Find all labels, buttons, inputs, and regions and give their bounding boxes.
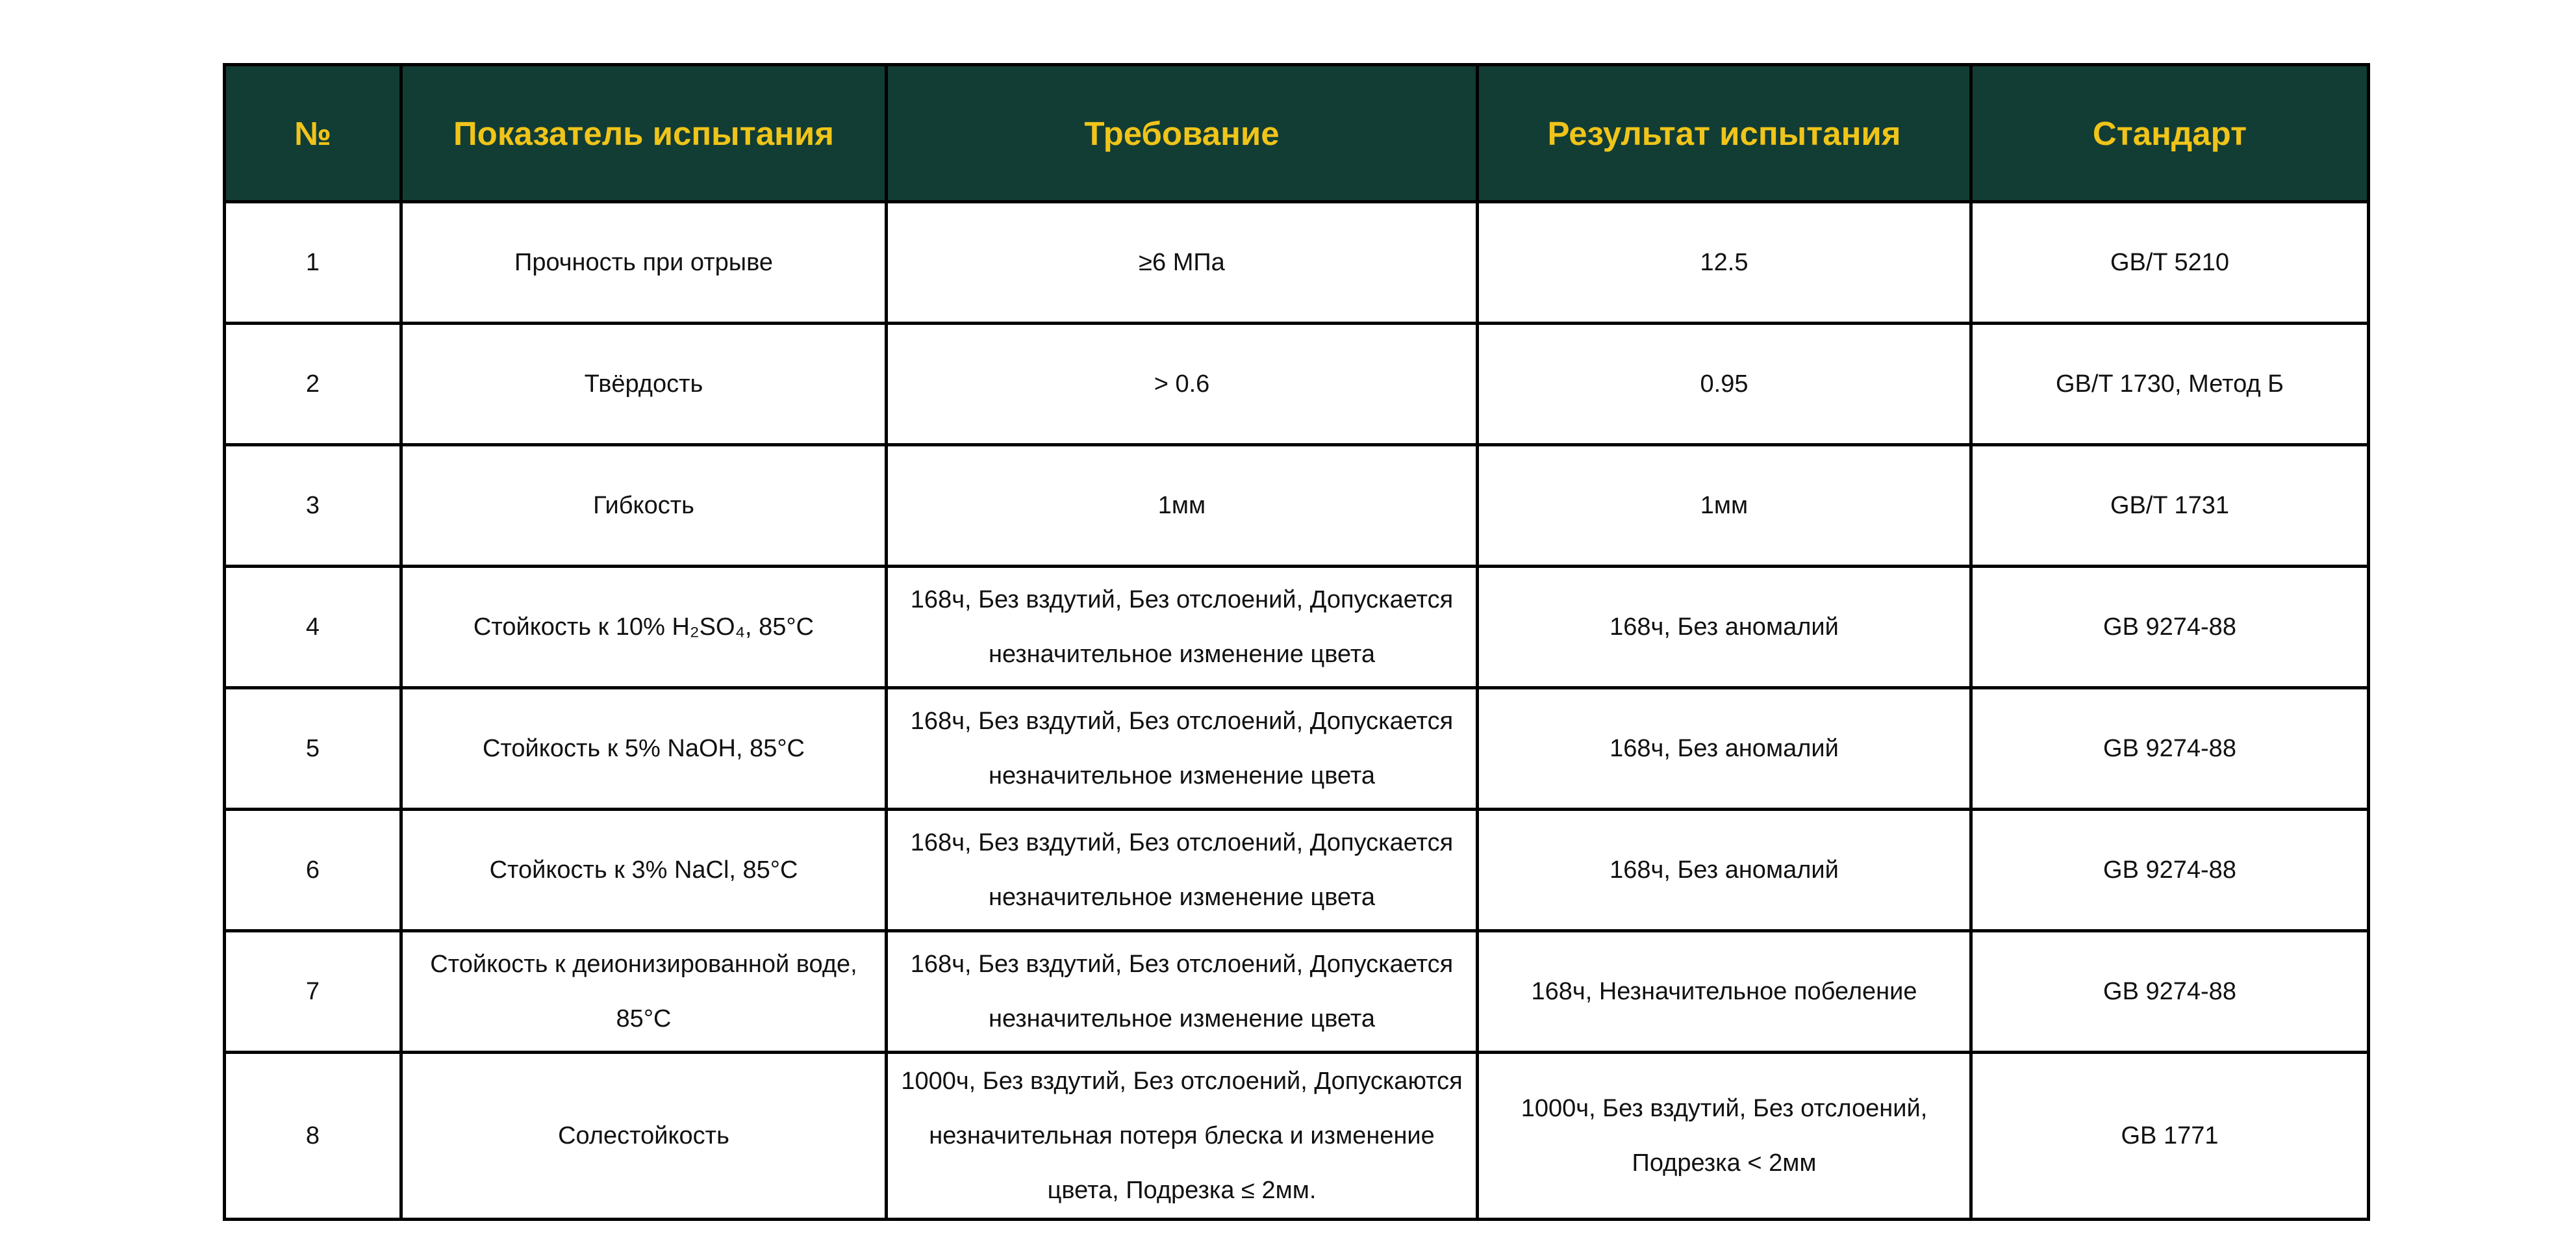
cell-result: 12.5 [1478, 202, 1971, 324]
cell-parameter: Прочность при отрыве [401, 202, 887, 324]
cell-result: 168ч, Без аномалий [1478, 810, 1971, 931]
cell-result: 168ч, Незначительное побеление [1478, 931, 1971, 1053]
cell-parameter: Стойкость к деионизированной воде, 85°C [401, 931, 887, 1053]
table-row [225, 810, 2369, 931]
cell-number: 1 [225, 202, 401, 324]
table-row [225, 445, 2369, 567]
cell-number: 5 [225, 688, 401, 810]
cell-number: 3 [225, 445, 401, 567]
cell-standard: GB 9274-88 [1971, 567, 2369, 688]
cell-standard: GB 9274-88 [1971, 810, 2369, 931]
cell-requirement: 168ч, Без вздутий, Без отслоений, Допускается незначительное изменение цвета [887, 810, 1478, 931]
table-row [225, 567, 2369, 688]
table-row [225, 324, 2369, 445]
cell-result: 1000ч, Без вздутий, Без отслоений, Подрезка < 2мм [1478, 1053, 1971, 1220]
cell-standard: GB 1771 [1971, 1053, 2369, 1220]
header-test-parameter: Показатель испытания [401, 65, 887, 202]
cell-number: 7 [225, 931, 401, 1053]
table-row [225, 688, 2369, 810]
cell-requirement: 168ч, Без вздутий, Без отслоений, Допускается незначительное изменение цвета [887, 567, 1478, 688]
cell-requirement: > 0.6 [887, 324, 1478, 445]
cell-requirement: 168ч, Без вздутий, Без отслоений, Допускается незначительное изменение цвета [887, 931, 1478, 1053]
cell-standard: GB/T 5210 [1971, 202, 2369, 324]
cell-parameter: Стойкость к 5% NaOH, 85°C [401, 688, 887, 810]
cell-standard: GB 9274-88 [1971, 931, 2369, 1053]
cell-requirement: ≥6 МПа [887, 202, 1478, 324]
cell-result: 1мм [1478, 445, 1971, 567]
cell-requirement: 1000ч, Без вздутий, Без отслоений, Допускаются незначительная потеря блеска и изменение цвета, Подрезка ≤ 2мм. [887, 1053, 1478, 1220]
table-row [225, 931, 2369, 1053]
cell-number: 6 [225, 810, 401, 931]
cell-requirement: 168ч, Без вздутий, Без отслоений, Допускается незначительное изменение цвета [887, 688, 1478, 810]
cell-requirement: 1мм [887, 445, 1478, 567]
test-results-table [223, 63, 2370, 1221]
header-requirement: Требование [887, 65, 1478, 202]
cell-standard: GB 9274-88 [1971, 688, 2369, 810]
cell-result: 0.95 [1478, 324, 1971, 445]
cell-parameter: Стойкость к 3% NaCl, 85°C [401, 810, 887, 931]
table-row [225, 202, 2369, 324]
cell-standard: GB/T 1731 [1971, 445, 2369, 567]
header-number: № [225, 65, 401, 202]
cell-parameter: Твёрдость [401, 324, 887, 445]
cell-parameter: Стойкость к 10% H₂SO₄, 85°C [401, 567, 887, 688]
cell-number: 2 [225, 324, 401, 445]
cell-number: 8 [225, 1053, 401, 1220]
table-row [225, 1053, 2369, 1220]
cell-standard: GB/T 1730, Метод Б [1971, 324, 2369, 445]
cell-parameter: Гибкость [401, 445, 887, 567]
cell-parameter: Солестойкость [401, 1053, 887, 1220]
cell-number: 4 [225, 567, 401, 688]
header-test-result: Результат испытания [1478, 65, 1971, 202]
cell-result: 168ч, Без аномалий [1478, 567, 1971, 688]
header-standard: Стандарт [1971, 65, 2369, 202]
table-header-row [225, 65, 2369, 202]
cell-result: 168ч, Без аномалий [1478, 688, 1971, 810]
